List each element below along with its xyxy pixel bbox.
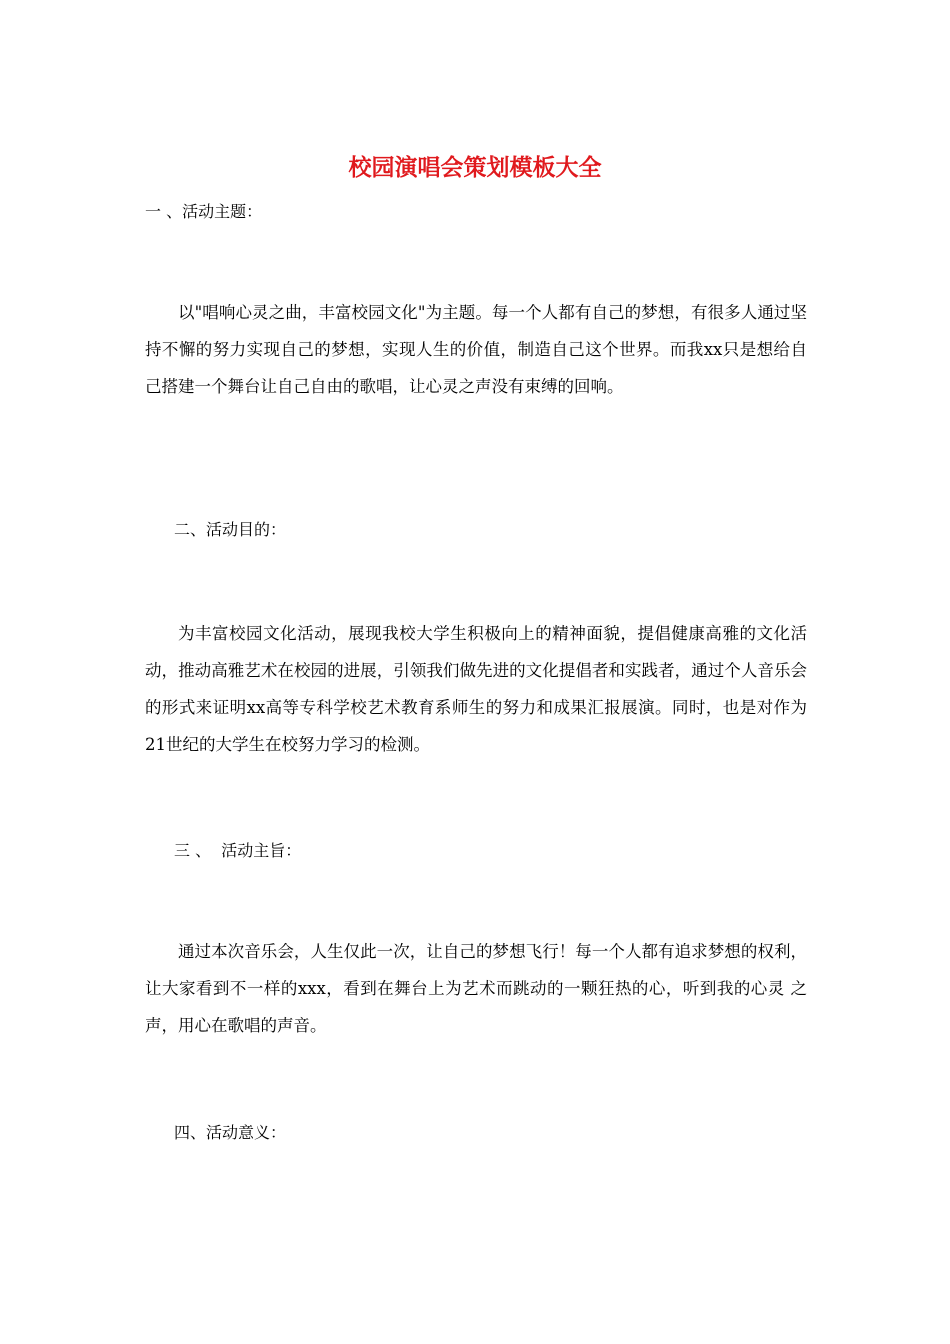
section-heading-theme: 一 、活动主题：	[145, 202, 263, 221]
section-body-purpose: 为丰富校园文化活动，展现我校大学生积极向上的精神面貌，提倡健康高雅的文化活动，推动高雅艺术在校园的进展，引领我们做先进的文化提倡者和实践者，通过个人音乐会的形式来证明xx高等专科学校艺术教育系师生的努力和成果汇报展演。同时，也是对作为21世纪的大学生在校努力学习的检测。	[145, 624, 807, 754]
section-body-aim: 通过本次音乐会，人生仅此一次，让自己的梦想飞行！每一个人都有追求梦想的权利，让大家看到不一样的xxx，看到在舞台上为艺术而跳动的一颗狂热的心，听到我的心灵 之声，用心在歌唱的声音。	[145, 942, 807, 1035]
section-body-theme: 以"唱响心灵之曲，丰富校园文化"为主题。每一个人都有自己的梦想，有很多人通过坚持不懈的努力实现自己的梦想，实现人生的价值，制造自己这个世界。而我xx只是想给自己搭建一个舞台让自己自由的歌唱，让心灵之声没有束缚的回响。	[145, 303, 807, 396]
section-heading-aim: 三 、 活动主旨：	[174, 841, 302, 860]
section-heading-purpose: 二、活动目的：	[174, 520, 287, 539]
document-title: 校园演唱会策划模板大全	[348, 154, 602, 181]
section-heading-significance: 四、活动意义：	[174, 1123, 287, 1142]
